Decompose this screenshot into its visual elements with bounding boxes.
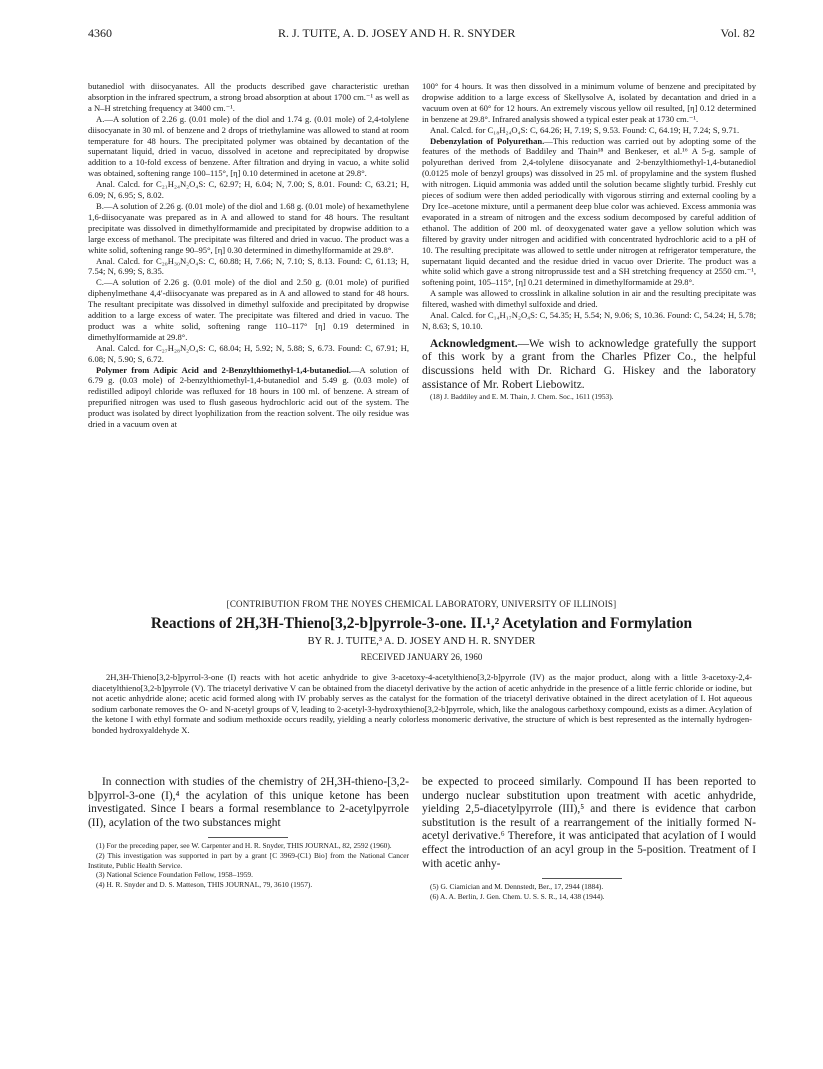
paragraph-text: —This reduction was carried out by adopting some of the features of the methods of Baddiley and Thain¹⁸ and Benkeser, et al.¹⁶ A 5-g. sample of polyurethan derived from 2,4-tolylene diisocyanate and 2-benzylthiomethyl-1,4-butanediol (0.0125 mole of benzyl groups) was dissolved in 25 ml. of propylamine and the system flushed with nitrogen. Liquid ammonia was added until the solution became slightly turbid. Freshly cut pieces of sodium were then added periodically with vigorous stirring and external cooling by a Dry Ice–acetone mixture, until a permanent deep blue color was achieved. Excess ammonia was evaporated in a stream of nitrogen and the excess sodium decomposed by careful addition of ethanol. The addition of 200 ml. of deoxygenated water gave a yellow solution which was filtered by gravity under nitrogen and acidified with concentrated hydrochloric acid to a pH of 10. The resulting precipitate was allowed to settle under nitrogen at refrigerator temperature, the supernatant liquid decanted and the residue dried in vacuo over Drierite. The product was a white solid which gave a strong nitroprusside test and a SH stretching frequency at 2550 cm.⁻¹, softening point, 105–115°, [η] 0.21 determined in dimethylformamide at 29.8°. — [422, 135, 756, 288]
left_col-paragraph — [88, 179, 409, 201]
paragraph-text: Anal. Calcd. for C₂₀H₃₀N₂O₄S: C, 60.88; H, 7.66; N, 7.10; S, 8.13. Found: C, 61.13; H, 7.54; N, 6.99; S, 8.35. — [88, 255, 409, 277]
acknowledgment-text: —We wish to acknowledge gratefully the support of this work by a grant from the Charles Pfizer Co., the helpful discussions held with Dr. Richard G. Hiskey and the laboratory assistance of Mr. Robert Liebowitz. — [422, 337, 756, 391]
volume: Vol. 82 — [720, 26, 755, 40]
left-column — [88, 81, 409, 430]
right_col-paragraph — [422, 310, 756, 332]
left_col-paragraph — [88, 114, 409, 179]
contribution-line: [CONTRIBUTION FROM THE NOYES CHEMICAL LABORATORY, UNIVERSITY OF ILLINOIS] — [226, 599, 617, 609]
footnote: (6) A. A. Berlin, J. Gen. Chem. U. S. S. R., 14, 438 (1944). — [430, 891, 605, 901]
header-authors: R. J. TUITE, A. D. JOSEY AND H. R. SNYDER — [278, 26, 516, 40]
body-right — [422, 776, 756, 901]
abstract: 2H,3H-Thieno[3,2-b]pyrrol-3-one (I) reacts with hot acetic anhydride to give 3-acetoxy-4-acetylthieno[3,2-b]pyrrole (IV) as the major product, along with a little 3-acetoxy-2,4-diacetylthieno[3,2-b]pyrrole (V). The triacetyl derivative V can be obtained from the diacetyl derivative by the action of acetic anhydride in the presence of a little ferric chloride or iodine, but not acetic anhydride alone; acetic acid formed along with IV probably serves as the catalyst for the formation of the triacetyl derivative obtained in the direct acetylation of I. Hot aqueous sodium carbonate removes the O- and N-acetyl groups of V, leading to 2-acetyl-3-hydroxythieno[3,2-b]pyrrole, which, like the analogous carbethoxy compound, exists as a dimer. Acylation of the ketone I with ethyl formate and sodium methoxide occurs readily, yielding a nearly colorless monomeric derivative, the structure of which is best represented as the internally hydrogen-bonded hydroxyaldehyde X. — [92, 672, 752, 735]
paragraph-text: —A solution of 6.79 g. (0.03 mole) of 2-benzylthiomethyl-1,4-butanediol and 5.49 g. (0.03 mole) of redistilled adipoyl chloride was refluxed for 18 hours in 100 ml. of benzene. A stream of prepurified nitrogen was used to flush gaseous hydrochloric acid out of the system. The product was isolated by direct lyophilization from the reaction solvent. The oily residue was dried in a vacuum oven at — [88, 364, 409, 430]
right_col-paragraph — [422, 81, 756, 125]
right_col-paragraph — [422, 288, 756, 310]
intro-paragraph-cont: be expected to proceed similarly. Compound II has been reported to undergo nuclear substitution upon treatment with acetic anhydride, yielding 2,5-diacetylpyrrole (III),⁵ and there is evidence that carbon substitution is the result of a rearrangement of the initially formed N-acetyl derivative.⁶ Therefore, it was anticipated that acylation of I would effect the introduction of an acyl group in the 5-position. Treatment of I with acetic anhy- — [422, 776, 756, 870]
intro-paragraph: In connection with studies of the chemistry of 2H,3H-thieno-[3,2-b]pyrrol-3-one (I),⁴ the acylation of this unique ketone has been investigated. Since I bears a formal resemblance to 2-acetylpyrrole (II), acylation of the two substances might — [88, 776, 409, 829]
footnote-rule — [208, 837, 288, 838]
paragraph-text: 100° for 4 hours. It was then dissolved in a minimum volume of benzene and precipitated by dropwise addition to a large excess of Skellysolve A, isolated by decantation and dried in a vacuum oven at 60° for 12 hours. An extremely viscous yellow oil resulted, [η] 0.12 determined in benzene at 29.8°. Infrared analysis showed a typical ester peak at 1730 cm.⁻¹. — [422, 81, 756, 124]
paragraph-text: C.—A solution of 2.26 g. (0.01 mole) of the diol and 2.50 g. (0.01 mole) of purified diphenylmethane 4,4′-diisocyanate was prepared as in A and allowed to stand for 48 hours. The resultant precipitate was dissolved in dimethyl sulfoxide and precipitated by dropwise addition to a large excess of water. The precipitate was filtered and dried in vacuo. The product was a white solid, softening range 110–117° [η] 0.19 determined in dimethylformamide at 29.8°. — [88, 277, 409, 342]
paragraph-text: A.—A solution of 2.26 g. (0.01 mole) of the diol and 1.74 g. (0.01 mole) of 2,4-tolylene diisocyanate in 30 ml. of benzene and 2 drops of triethylamine was allowed to stand at room temperature for 48 hours. The precipitated polymer was obtained by decantation of the supernatant liquid, dried in vacuo, dissolved in acetone and reprecipitated by dropwise addition to a 10-fold excess of benzene. After filtration and drying in vacuo, a white solid was obtained, softening range 100–115°, [η] 0.10 determined in acetone at 29.8°. — [88, 113, 409, 179]
footnote: (5) G. Ciamician and M. Dennstedt, Ber., 17, 2944 (1884). — [430, 882, 604, 892]
left_col-paragraph — [88, 277, 409, 342]
running-header — [88, 26, 755, 42]
left_col-paragraph — [88, 365, 409, 430]
right_col-paragraph — [422, 125, 756, 136]
paragraph-text: Anal. Calcd. for C₁₄H₁₇N₂O₄S: C, 54.35; H, 5.54; N, 9.06; S, 10.36. Found: C, 54.24; H, 5.78; N, 8.63; S, 10.10. — [422, 310, 756, 331]
page-number: 4360 — [88, 26, 112, 40]
paragraph-text: butanediol with diisocyanates. All the products described gave characteristic urethan absorption in the infrared spectrum, a strong broad absorption at about 1700 cm.⁻¹ as well as a N–H stretching frequency at 3400 cm.⁻¹. — [88, 81, 409, 113]
footnote: (1) For the preceding paper, see W. Carpenter and H. R. Snyder, THIS JOURNAL, 82, 2592 (1960). — [96, 841, 392, 851]
right-column — [422, 81, 756, 402]
paragraph-heading: Debenzylation of Polyurethan. — [430, 135, 545, 146]
left_col-paragraph — [88, 81, 409, 114]
body-left — [88, 776, 409, 889]
left_col-paragraph — [88, 343, 409, 365]
acknowledgment-heading: Acknowledgment. — [430, 337, 518, 350]
paragraph-text: B.—A solution of 2.26 g. (0.01 mole) of the diol and 1.68 g. (0.01 mole) of hexamethylene 1,6-diisocyanate was prepared as in A and allowed to stand for 48 hours. The resultant precipitate was dissolved in dimethylformamide and precipitated by dropwise addition to a large excess of methanol. The precipitate was filtered and dried in vacuo. The product was a white solid, softening range 90–95°, [η] 0.30 determined in dimethylformamide at 29.8°. — [88, 200, 409, 255]
left_col-paragraph — [88, 256, 409, 278]
received-date: RECEIVED JANUARY 26, 1960 — [360, 652, 483, 662]
left_col-paragraph — [88, 201, 409, 256]
article-title: Reactions of 2H,3H-Thieno[3,2-b]pyrrole-3-one. II.¹,² Acetylation and Formylation — [150, 615, 693, 632]
footnote-rule — [542, 878, 622, 879]
footnote: (2) This investigation was supported in part by a grant [C 3969-(C1) Bio] from the National Cancer Institute, Public Health Service. — [88, 850, 409, 870]
paragraph-text: Anal. Calcd. for C₁₈H₂₄O₄S: C, 64.26; H, 7.19; S, 9.53. Found: C, 64.19; H, 7.24; S, 9.71. — [430, 124, 740, 135]
paragraph-text: Anal. Calcd. for C₂₁H₂₄N₂O₄S: C, 62.97; H, 6.04; N, 7.00; S, 8.01. Found: C, 63.21; H, 6.09; N, 6.95; S, 8.02. — [88, 179, 409, 201]
paragraph-text: Anal. Calcd. for C₂₇H₂₈N₂O₄S: C, 68.04; H, 5.92; N, 5.88; S, 6.73. Found: C, 67.91; H, 6.08; N, 5.90; S, 6.72. — [88, 342, 409, 364]
right_col-paragraph — [422, 136, 756, 289]
footnote-18: (18) J. Baddiley and E. M. Thain, J. Chem. Soc., 1611 (1953). — [430, 392, 614, 402]
paragraph-text: A sample was allowed to crosslink in alkaline solution in air and the resulting precipitate was filtered, washed with dimethyl sulfoxide and dried. — [422, 288, 756, 310]
footnote: (3) National Science Foundation Fellow, 1958–1959. — [96, 870, 253, 880]
acknowledgment — [422, 338, 756, 392]
footnote: (4) H. R. Snyder and D. S. Matteson, THIS JOURNAL, 79, 3610 (1957). — [96, 879, 313, 889]
byline: BY R. J. TUITE,³ A. D. JOSEY AND H. R. SNYDER — [307, 636, 536, 647]
paragraph-heading: Polymer from Adipic Acid and 2-Benzylthiomethyl-1,4-butanediol. — [96, 364, 351, 375]
